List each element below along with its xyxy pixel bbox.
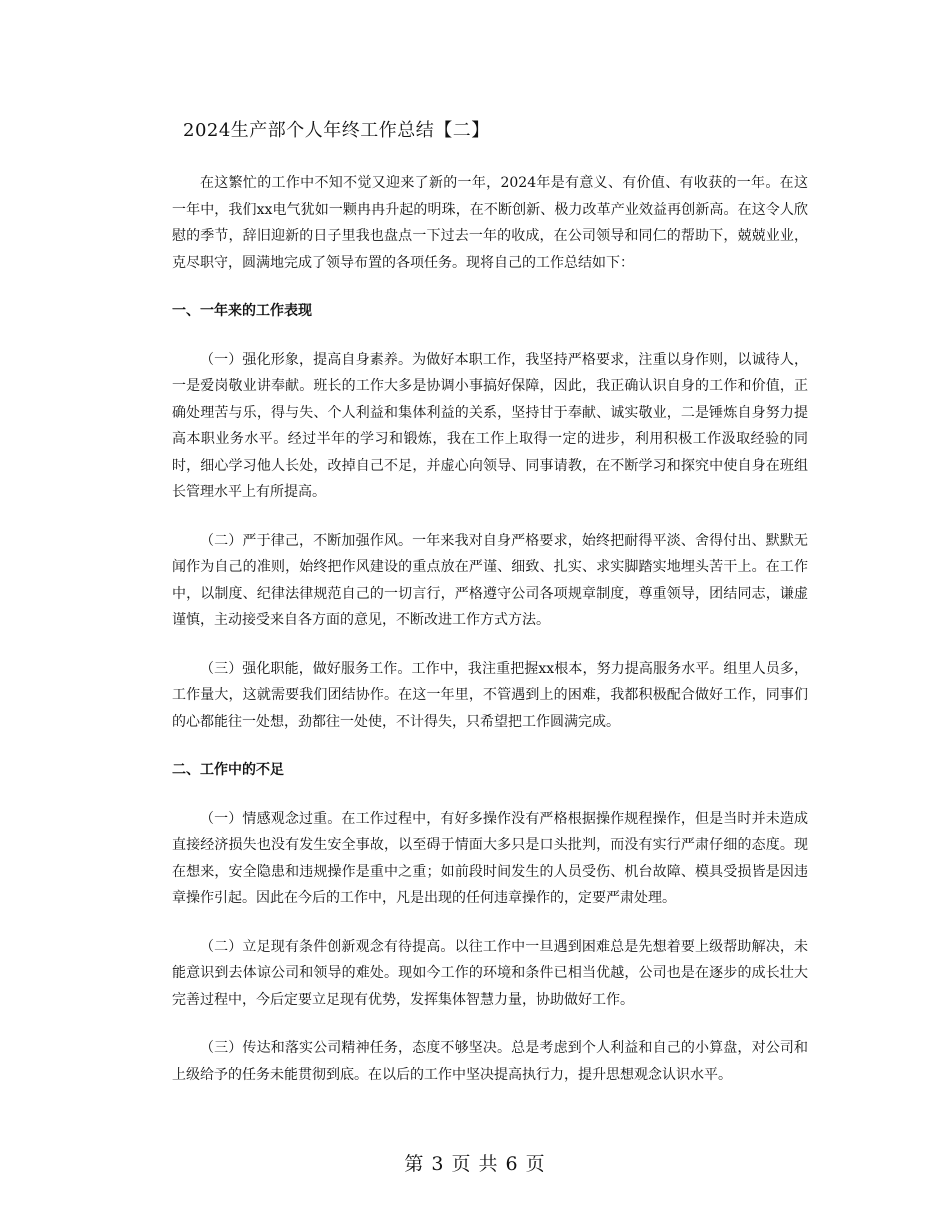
shortcomings-paragraph-1: （一）情感观念过重。在工作过程中，有好多操作没有严格根据操作规程操作，但是当时并未造成直接经济损失也没有发生安全事故，以至碍于情面大多只是口头批判，而没有实行严肃仔细的态度。现在想来，安全隐患和违规操作是重中之重；如前段时间发生的人员受伤、机台故障、模具受损皆是因违章操作引起。因此在今后的工作中，凡是出现的任何违章操作的，定要严肃处理。 (172, 810, 808, 906)
performance-paragraph-2: （二）严于律己，不断加强作风。一年来我对自身严格要求，始终把耐得平淡、舍得付出、默默无闻作为自己的准则，始终把作风建设的重点放在严谨、细致、扎实、求实脚踏实地埋头苦干上。在工作中，以制度、纪律法律规范自己的一切言行，严格遵守公司各项规章制度，尊重领导，团结同志，谦虚谨慎，主动接受来自各方面的意见，不断改进工作方式方法。 (172, 532, 808, 628)
document-title: 2024生产部个人年终工作总结【二】 (183, 120, 490, 141)
performance-paragraph-3: （三）强化职能，做好服务工作。工作中，我注重把握xx根本，努力提高服务水平。组里人员多，工作量大，这就需要我们团结协作。在这一年里，不管遇到上的困难，我都积极配合做好工作，同事们的心都能往一处想，劲都往一处使，不计得失，只希望把工作圆满完成。 (172, 660, 808, 730)
shortcomings-paragraph-3: （三）传达和落实公司精神任务，态度不够坚决。总是考虑到个人利益和自己的小算盘，对公司和上级给予的任务未能贯彻到底。在以后的工作中坚决提高执行力，提升思想观念认识水平。 (172, 1040, 808, 1083)
section-heading-shortcomings: 二、工作中的不足 (172, 762, 284, 778)
document-body (172, 170, 808, 1110)
intro-paragraph: 在这繁忙的工作中不知不觉又迎来了新的一年，2024年是有意义、有价值、有收获的一年。在这一年中，我们xx电气犹如一颗冉冉升起的明珠，在不断创新、极力改革产业效益再创新高。在这令人欣慰的季节，辞旧迎新的日子里我也盘点一下过去一年的收成，在公司领导和同仁的帮助下，兢兢业业，克尽职守，圆满地完成了领导布置的各项任务。现将自己的工作总结如下： (172, 175, 808, 271)
shortcomings-paragraph-2: （二）立足现有条件创新观念有待提高。以往工作中一旦遇到困难总是先想着要上级帮助解决，未能意识到去体谅公司和领导的难处。现如今工作的环境和条件已相当优越，公司也是在逐步的成长壮大完善过程中，今后定要立足现有优势，发挥集体智慧力量，协助做好工作。 (172, 938, 808, 1008)
page-number-footer: 第 3 页 共 6 页 (404, 1153, 546, 1175)
section-heading-performance: 一、一年来的工作表现 (172, 303, 312, 319)
performance-paragraph-1: （一）强化形象，提高自身素养。为做好本职工作，我坚持严格要求，注重以身作则，以诚待人，一是爱岗敬业讲奉献。班长的工作大多是协调小事搞好保障，因此，我正确认识自身的工作和价值，正确处理苦与乐，得与失、个人利益和集体利益的关系，坚持甘于奉献、诚实敬业，二是锤炼自身努力提高本职业务水平。经过半年的学习和锻炼，我在工作上取得一定的进步，利用积极工作汲取经验的同时，细心学习他人长处，改掉自己不足，并虚心向领导、同事请教，在不断学习和探究中使自身在班组长管理水平上有所提高。 (172, 351, 808, 500)
